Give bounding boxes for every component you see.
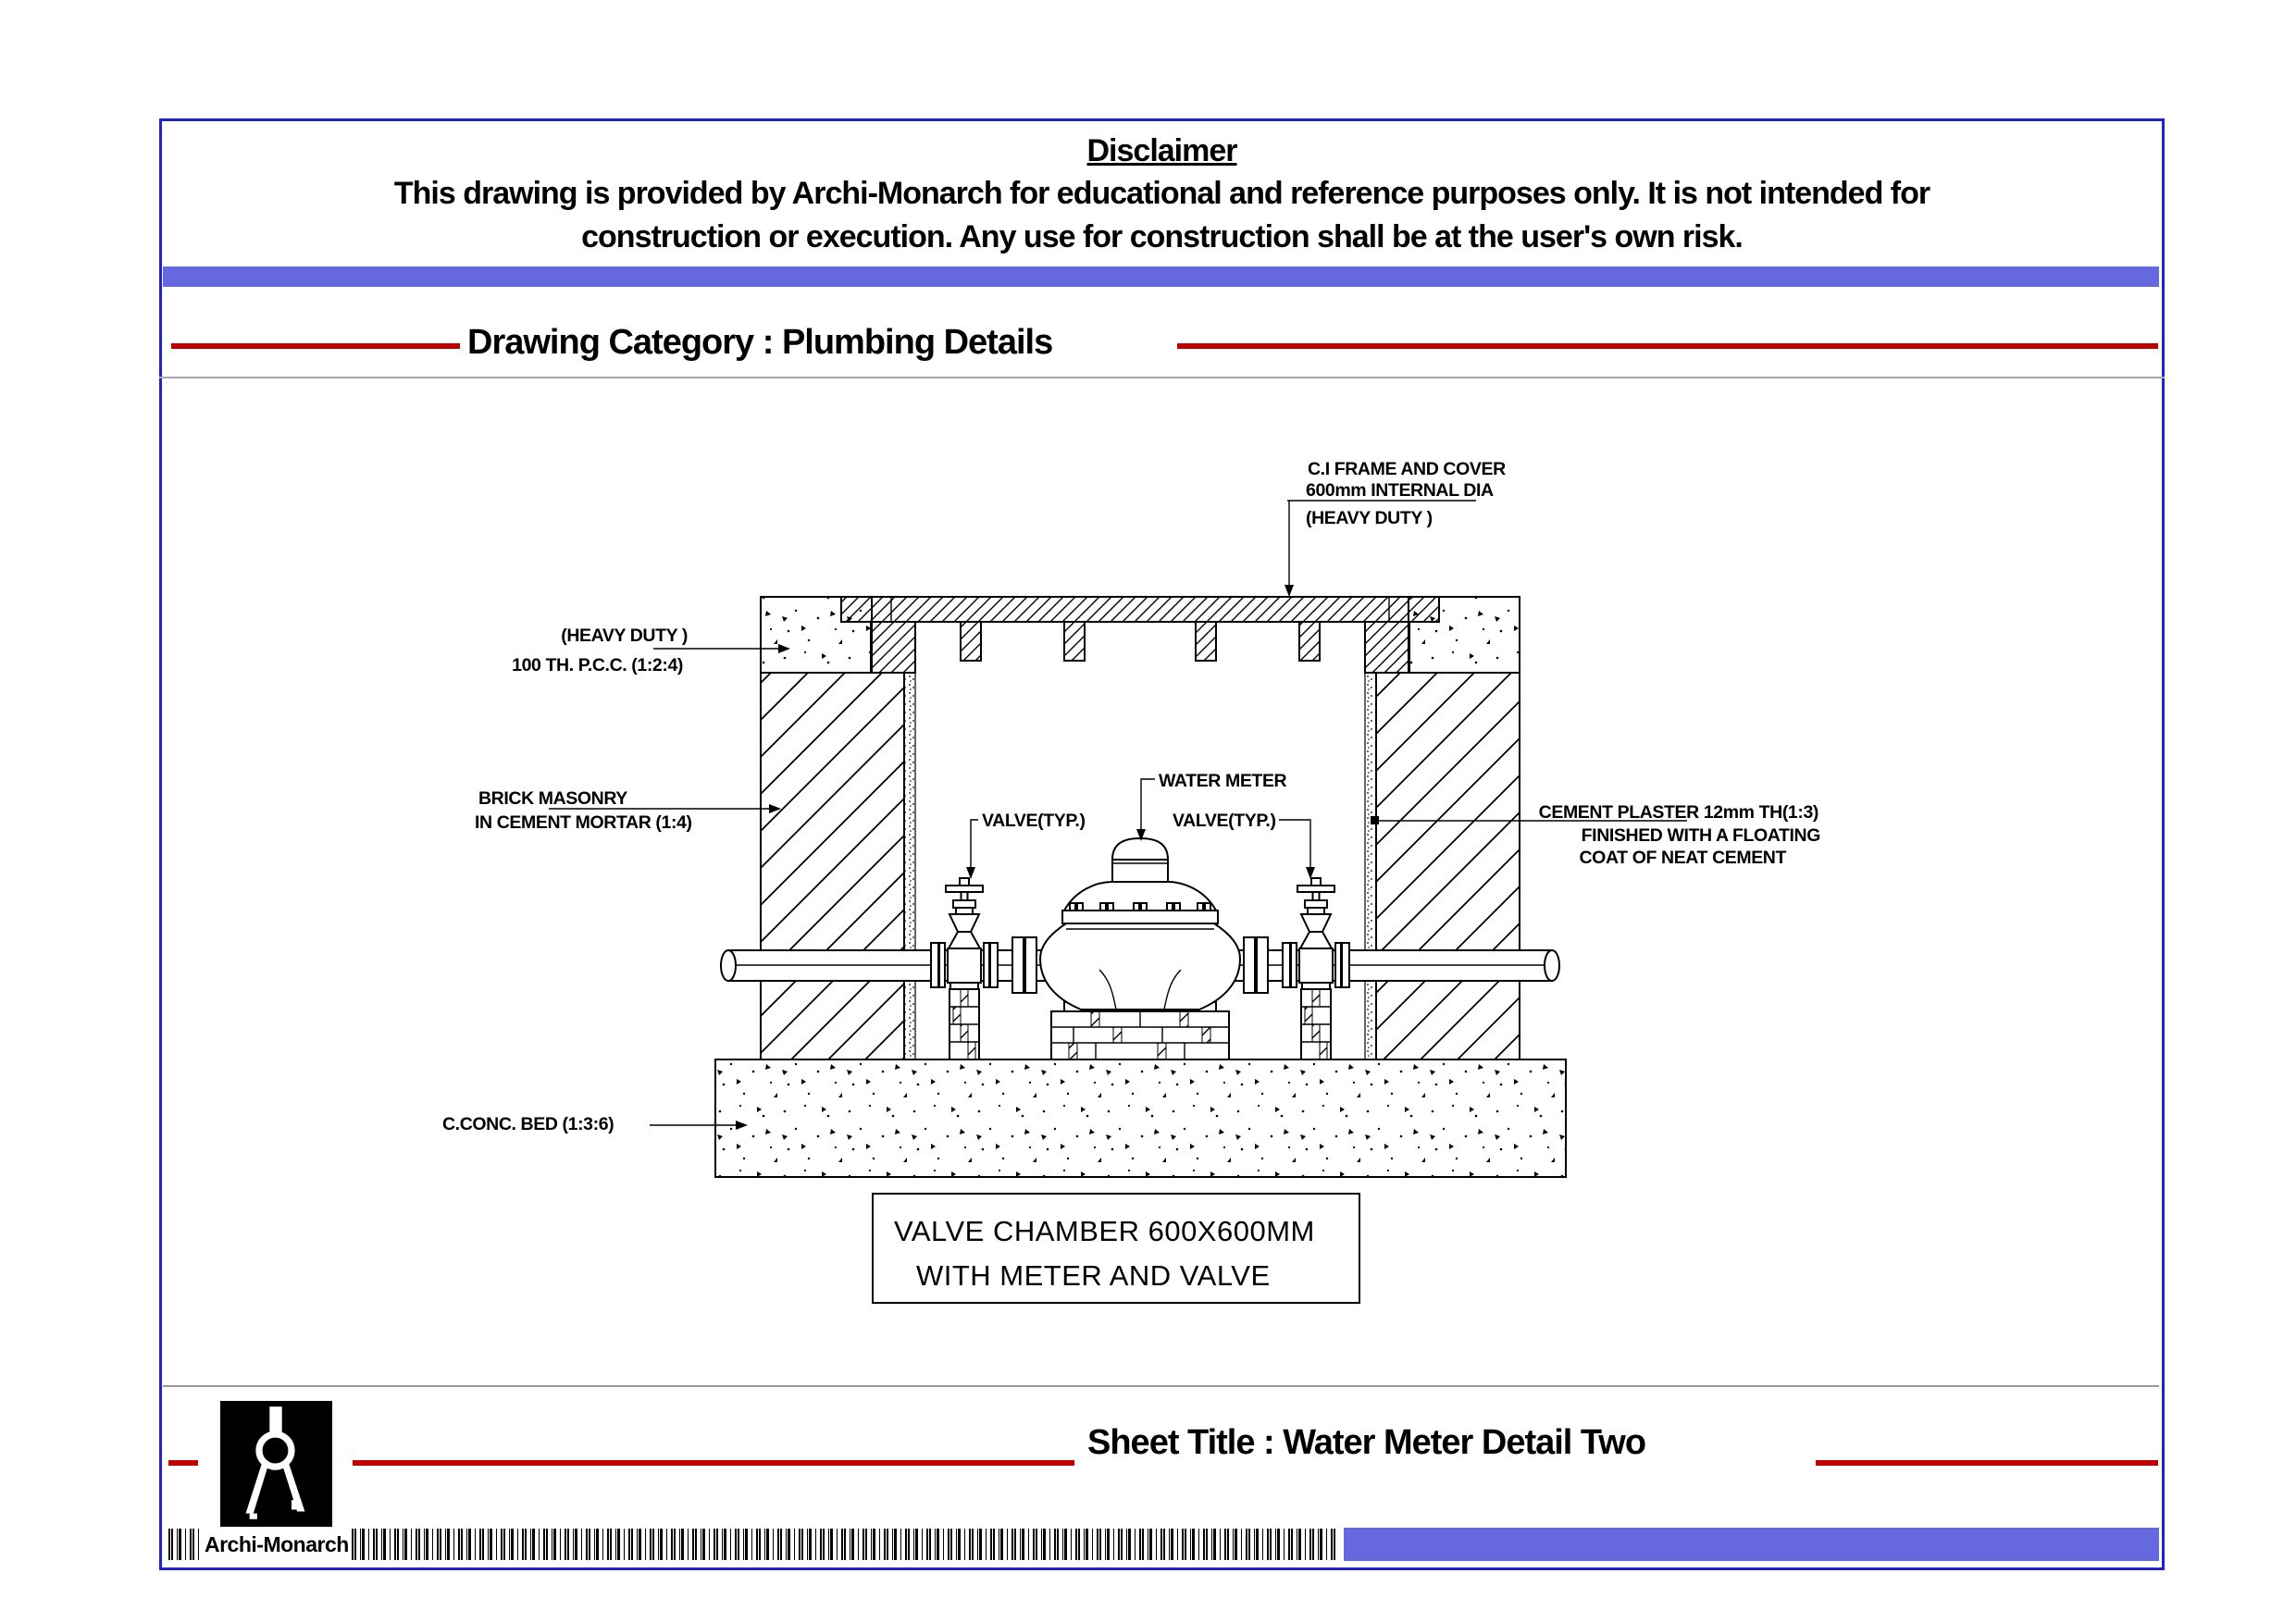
label-water-meter: WATER METER [1159, 771, 1287, 791]
compass-icon [220, 1401, 332, 1527]
water-meter-body [1040, 838, 1240, 1010]
label-ci-frame-1: C.I FRAME AND COVER [1308, 459, 1506, 479]
label-ci-frame-2: 600mm INTERNAL DIA [1306, 480, 1494, 501]
label-cement-1: CEMENT PLASTER 12mm TH(1:3) [1538, 802, 1818, 823]
label-pcc-2: 100 TH. P.C.C. (1:2:4) [512, 655, 683, 675]
brand-name: Archi-Monarch [205, 1532, 349, 1556]
valve-pedestal-left [949, 989, 979, 1059]
barcode [352, 1529, 1338, 1560]
category-heading: Drawing Category : Plumbing Details [467, 323, 1053, 362]
bottom-blue-bar [1344, 1528, 2159, 1561]
sheet-title-heading: Sheet Title : Water Meter Detail Two [1087, 1423, 1646, 1462]
label-ci-frame-3: (HEAVY DUTY ) [1306, 508, 1433, 528]
archi-monarch-logo [220, 1401, 332, 1527]
label-brick-1: BRICK MASONRY [478, 788, 627, 809]
gate-valve-right [1283, 878, 1349, 989]
gate-valve-left [931, 878, 998, 989]
drawing-title-block [873, 1194, 1359, 1303]
title-block-line-2: WITH METER AND VALVE [916, 1259, 1271, 1292]
valve-pedestal-right [1301, 989, 1331, 1059]
sheet-rule-middle [353, 1460, 1074, 1466]
barcode-ticks [168, 1529, 200, 1560]
label-pcc-1: (HEAVY DUTY ) [561, 626, 688, 646]
disclaimer-line-2: construction or execution. Any use for construction shall be at the user's own risk. [581, 219, 1743, 254]
concrete-bed [715, 1059, 1566, 1177]
cement-plaster-left [904, 673, 915, 1059]
sheet-rule-right [1816, 1460, 2158, 1466]
label-cement-3: COAT OF NEAT CEMENT [1579, 848, 1786, 868]
meter-pedestal [1051, 1002, 1229, 1059]
label-conc-bed: C.CONC. BED (1:3:6) [442, 1114, 614, 1134]
brick-wall-right [1376, 673, 1520, 1059]
label-brick-2: IN CEMENT MORTAR (1:4) [475, 812, 692, 833]
sheet-rule-dash [168, 1460, 198, 1466]
disclaimer-line-1: This drawing is provided by Archi-Monarch for educational and reference purposes only. It is not intended for [393, 176, 1930, 211]
ci-cover-slab [841, 597, 1439, 673]
disclaimer-title-text: Disclaimer [1086, 133, 1237, 168]
label-valve-right: VALVE(TYP.) [1173, 811, 1276, 831]
brick-wall-left [761, 673, 904, 1059]
title-block-line-1: VALVE CHAMBER 600X600MM [894, 1215, 1315, 1247]
label-valve-left: VALVE(TYP.) [982, 811, 1086, 831]
label-cement-2: FINISHED WITH A FLOATING [1581, 825, 1820, 846]
footer-separator [163, 1385, 2159, 1387]
cement-plaster-right [1365, 673, 1376, 1059]
